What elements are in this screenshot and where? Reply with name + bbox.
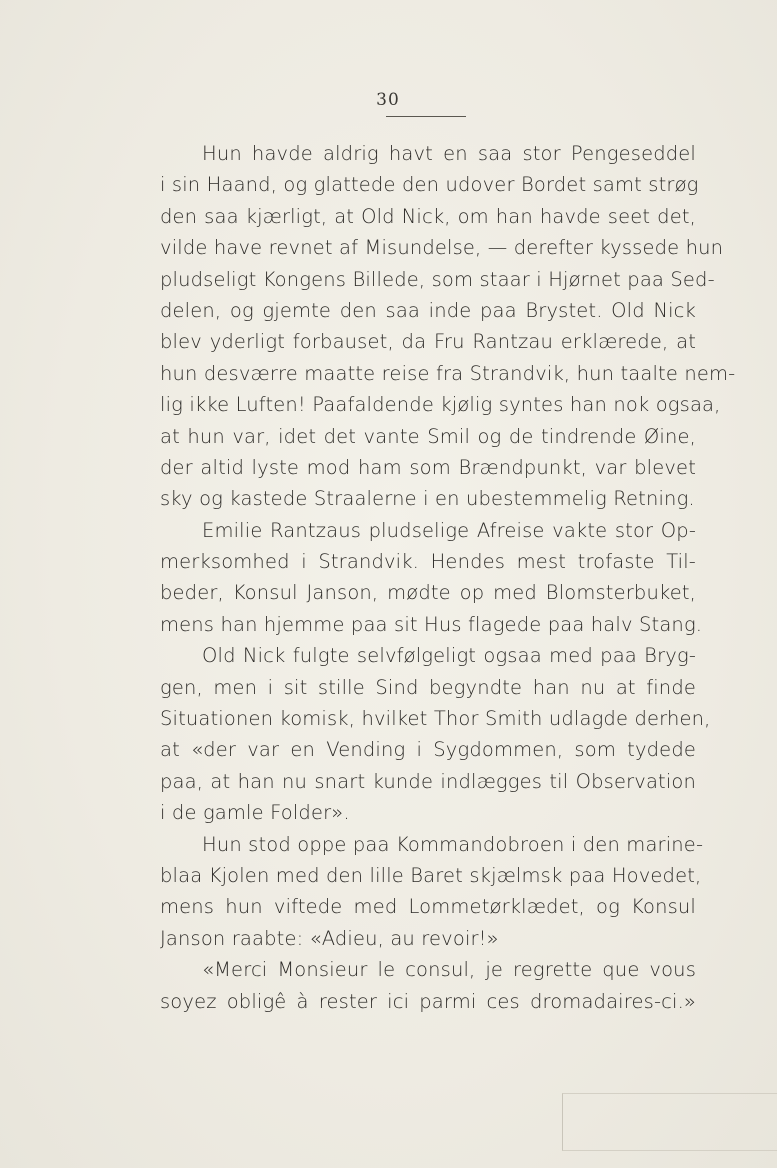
text-line: gen, men i sit stille Sind begyndte han nu at finde — [160, 675, 696, 699]
text-line: mens hun viftede med Lommetørklædet, og Konsul — [160, 895, 696, 919]
text-line: blev yderligt forbauset, da Fru Rantzau erklærede, at — [160, 330, 696, 354]
text-line: delen, og gjemte den saa inde paa Brystet. Old Nick — [160, 298, 696, 322]
text-line: Old Nick fulgte selvfølgeligt ogsaa med paa Bryg- — [202, 644, 696, 668]
text-line: at «der var en Vending i Sygdommen, som tydede — [160, 738, 696, 762]
text-line: merksomhed i Strandvik. Hendes mest trofaste Til- — [160, 550, 696, 574]
text-line: Situationen komisk, hvilket Thor Smith udlagde derhen, — [160, 707, 711, 731]
page-number-rule — [386, 116, 466, 117]
text-line: pludseligt Kongens Billede, som staar i Hjørnet paa Sed- — [160, 267, 715, 291]
text-line: at hun var, idet det vante Smil og de tindrende Øine, — [160, 424, 696, 448]
text-line: Hun stod oppe paa Kommandobroen i den marine- — [202, 832, 704, 856]
text-line: Emilie Rantzaus pludselige Afreise vakte stor Op- — [202, 518, 696, 542]
text-line: Janson raabte: «Adieu, au revoir!» — [160, 926, 499, 950]
text-line: beder, Konsul Janson, mødte op med Blomsterbuket, — [160, 581, 696, 605]
page-number: 30 — [376, 90, 400, 110]
text-line: der altid lyste mod ham som Brændpunkt, var blevet — [160, 455, 696, 479]
text-line: soyez obligê à rester ici parmi ces dromadaires-ci.» — [160, 989, 696, 1013]
text-line: hun desværre maatte reise fra Strandvik, hun taalte nem- — [160, 361, 736, 385]
text-line: den saa kjærligt, at Old Nick, om han havde seet det, — [160, 204, 696, 228]
body-text — [160, 138, 736, 1017]
text-line: sky og kastede Straalerne i en ubestemmelig Retning. — [160, 487, 695, 511]
text-line: lig ikke Luften! Paafaldende kjølig syntes han nok ogsaa, — [160, 393, 721, 417]
text-line: i de gamle Folder». — [160, 801, 350, 825]
text-line: paa, at han nu snart kunde indlægges til Observation — [160, 769, 696, 793]
text-line: blaa Kjolen med den lille Baret skjælmsk paa Hovedet, — [160, 863, 702, 887]
text-line: «Merci Monsieur le consul, je regrette que vous — [202, 958, 696, 982]
text-line: Hun havde aldrig havt en saa stor Pengeseddel — [202, 142, 696, 165]
scan-corner-mark — [562, 1093, 777, 1151]
text-line: vilde have revnet af Misundelse, — derefter kyssede hun — [160, 236, 724, 260]
text-line: mens han hjemme paa sit Hus flagede paa halv Stang. — [160, 612, 703, 636]
text-line: i sin Haand, og glattede den udover Bordet samt strøg — [160, 173, 699, 197]
